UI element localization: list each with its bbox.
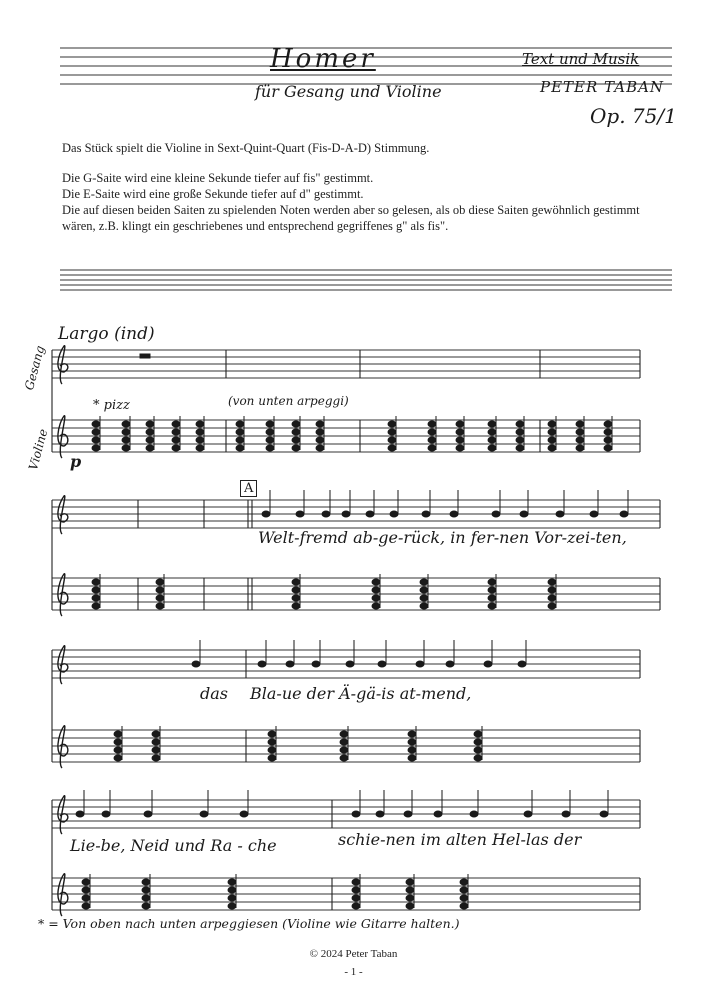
- voice-note: [450, 511, 458, 517]
- violin-chord: [420, 587, 428, 593]
- violin-chord: [388, 445, 396, 451]
- violin-chord: [420, 603, 428, 609]
- composer-name: PETER TABAN: [540, 78, 665, 96]
- violin-chord: [372, 603, 380, 609]
- voice-note: [366, 511, 374, 517]
- violin-chord: [266, 421, 274, 427]
- violin-chord: [488, 445, 496, 451]
- violin-chord: [114, 731, 122, 737]
- voice-note: [296, 511, 304, 517]
- voice-note: [312, 661, 320, 667]
- copyright-notice: © 2024 Peter Taban: [309, 948, 398, 960]
- violin-chord: [340, 739, 348, 745]
- voice-note: [518, 661, 526, 667]
- instruction-line: Die E-Saite wird eine große Sekunde tiefer auf d" gestimmt.: [62, 187, 364, 201]
- violin-chord: [156, 595, 164, 601]
- violin-chord: [516, 421, 524, 427]
- violin-chord: [548, 587, 556, 593]
- violin-chord: [408, 747, 416, 753]
- violin-chord: [82, 903, 90, 909]
- violin-chord: [292, 595, 300, 601]
- violin-chord: [340, 747, 348, 753]
- violin-chord: [146, 421, 154, 427]
- voice-note: [620, 511, 628, 517]
- voice-note: [556, 511, 564, 517]
- voice-note: [434, 811, 442, 817]
- voice-note: [322, 511, 330, 517]
- violin-chord: [548, 437, 556, 443]
- violin-chord: [488, 595, 496, 601]
- violin-chord: [172, 437, 180, 443]
- violin-chord: [516, 445, 524, 451]
- whole-rest: [140, 354, 150, 358]
- violin-chord: [146, 437, 154, 443]
- violin-chord: [292, 603, 300, 609]
- voice-note: [492, 511, 500, 517]
- violin-chord: [474, 731, 482, 737]
- violin-chord: [372, 587, 380, 593]
- violin-chord: [604, 445, 612, 451]
- violin-chord: [604, 421, 612, 427]
- instruction-line: Die auf diesen beiden Saiten zu spielenden Noten werden aber so gelesen, als ob diese Saiten gewöhnlich gestimmt wären, z.B. klingt ein geschriebenes und entsprechend gegriffenes g" als fis".: [62, 203, 640, 233]
- violin-chord: [488, 429, 496, 435]
- violin-chord: [576, 445, 584, 451]
- violin-chord: [114, 747, 122, 753]
- violin-chord: [266, 437, 274, 443]
- opus-number: Op. 75/1: [590, 104, 677, 128]
- violin-chord: [604, 437, 612, 443]
- violin-chord: [548, 603, 556, 609]
- rehearsal-mark: A: [240, 480, 257, 497]
- violin-chord: [428, 437, 436, 443]
- violin-chord: [236, 429, 244, 435]
- violin-chord: [428, 421, 436, 427]
- lyrics-line: Welt-fremd ab-ge-rück, in fer-nen Vor-zei-ten,: [258, 528, 627, 547]
- violin-chord: [196, 421, 204, 427]
- violin-chord: [516, 429, 524, 435]
- violin-chord: [488, 421, 496, 427]
- violin-chord: [114, 739, 122, 745]
- violin-chord: [266, 445, 274, 451]
- voice-note: [262, 511, 270, 517]
- violin-chord: [114, 755, 122, 761]
- violin-chord: [340, 755, 348, 761]
- violin-chord: [548, 595, 556, 601]
- violin-chord: [92, 437, 100, 443]
- violin-chord: [92, 421, 100, 427]
- voice-note: [422, 511, 430, 517]
- violin-chord: [316, 437, 324, 443]
- violin-chord: [228, 879, 236, 885]
- voice-note: [470, 811, 478, 817]
- violin-chord: [488, 603, 496, 609]
- violin-chord: [292, 429, 300, 435]
- violin-chord: [576, 437, 584, 443]
- violin-chord: [268, 755, 276, 761]
- violin-chord: [340, 731, 348, 737]
- violin-chord: [406, 887, 414, 893]
- violin-chord: [292, 437, 300, 443]
- violin-chord: [92, 603, 100, 609]
- voice-note: [76, 811, 84, 817]
- violin-chord: [268, 739, 276, 745]
- violin-chord: [576, 429, 584, 435]
- voice-note: [240, 811, 248, 817]
- voice-note: [378, 661, 386, 667]
- composer-credit-label: Text und Musik: [522, 50, 640, 68]
- voice-note: [102, 811, 110, 817]
- voice-note: [390, 511, 398, 517]
- violin-chord: [428, 429, 436, 435]
- violin-chord: [156, 579, 164, 585]
- violin-chord: [292, 579, 300, 585]
- violin-chord: [146, 445, 154, 451]
- piece-title: Homer: [270, 44, 376, 74]
- voice-note: [352, 811, 360, 817]
- violin-chord: [456, 421, 464, 427]
- violin-chord: [152, 739, 160, 745]
- violin-chord: [474, 739, 482, 745]
- violin-chord: [122, 445, 130, 451]
- violin-chord: [388, 437, 396, 443]
- violin-chord: [92, 445, 100, 451]
- violin-chord: [456, 445, 464, 451]
- voice-note: [416, 661, 424, 667]
- violin-chord: [456, 429, 464, 435]
- violin-chord: [228, 903, 236, 909]
- violin-chord: [352, 903, 360, 909]
- voice-note: [258, 661, 266, 667]
- voice-note: [342, 511, 350, 517]
- violin-chord: [268, 747, 276, 753]
- violin-chord: [142, 903, 150, 909]
- violin-chord: [156, 587, 164, 593]
- violin-chord: [92, 579, 100, 585]
- footnote: * = Von oben nach unten arpeggiesen (Violine wie Gitarre halten.): [38, 916, 460, 931]
- violin-chord: [172, 429, 180, 435]
- violin-chord: [292, 587, 300, 593]
- violin-chord: [266, 429, 274, 435]
- violin-chord: [388, 421, 396, 427]
- violin-chord: [316, 429, 324, 435]
- violin-chord: [488, 579, 496, 585]
- violin-chord: [172, 445, 180, 451]
- violin-chord: [152, 731, 160, 737]
- violin-chord: [372, 595, 380, 601]
- violin-chord: [372, 579, 380, 585]
- violin-chord: [388, 429, 396, 435]
- violin-chord: [406, 895, 414, 901]
- violin-chord: [352, 879, 360, 885]
- instrument-label-violin: Violine: [26, 427, 51, 472]
- dynamic-marking: p: [70, 452, 82, 471]
- voice-note: [524, 811, 532, 817]
- violin-chord: [456, 437, 464, 443]
- voice-note: [144, 811, 152, 817]
- voice-note: [346, 661, 354, 667]
- lyrics-line: Bla-ue der Ä-gä-is at-mend,: [250, 684, 472, 703]
- lyrics-line: schie-nen im alten Hel-las der: [338, 830, 582, 849]
- lyrics-line: Lie-be, Neid und Ra - che: [70, 836, 277, 855]
- violin-chord: [172, 421, 180, 427]
- violin-chord: [196, 437, 204, 443]
- instruction-line: Das Stück spielt die Violine in Sext-Quint-Quart (Fis-D-A-D) Stimmung.: [62, 141, 430, 155]
- violin-chord: [228, 895, 236, 901]
- violin-chord: [146, 429, 154, 435]
- violin-chord: [408, 739, 416, 745]
- violin-chord: [228, 887, 236, 893]
- violin-chord: [142, 895, 150, 901]
- voice-note: [446, 661, 454, 667]
- violin-chord: [236, 421, 244, 427]
- violin-chord: [122, 421, 130, 427]
- violin-chord: [152, 747, 160, 753]
- voice-note: [520, 511, 528, 517]
- violin-chord: [474, 747, 482, 753]
- violin-chord: [236, 445, 244, 451]
- violin-chord: [352, 887, 360, 893]
- violin-chord: [428, 445, 436, 451]
- violin-chord: [406, 879, 414, 885]
- voice-note: [484, 661, 492, 667]
- violin-chord: [292, 445, 300, 451]
- violin-chord: [488, 587, 496, 593]
- violin-chord: [460, 895, 468, 901]
- violin-chord: [460, 903, 468, 909]
- violin-chord: [142, 887, 150, 893]
- violin-chord: [236, 437, 244, 443]
- instrument-label-voice: Gesang: [22, 344, 48, 392]
- arpeggio-instruction: (von unten arpeggi): [228, 394, 349, 408]
- violin-chord: [82, 879, 90, 885]
- violin-chord: [474, 755, 482, 761]
- violin-chord: [156, 603, 164, 609]
- violin-chord: [548, 579, 556, 585]
- lyrics-line: das: [200, 684, 228, 703]
- tempo-marking: Largo (ind): [58, 324, 155, 344]
- voice-note: [562, 811, 570, 817]
- voice-note: [286, 661, 294, 667]
- violin-chord: [152, 755, 160, 761]
- pizzicato-marking: * pizz: [93, 398, 130, 413]
- violin-chord: [92, 429, 100, 435]
- violin-chord: [122, 429, 130, 435]
- violin-chord: [408, 755, 416, 761]
- voice-note: [376, 811, 384, 817]
- violin-chord: [82, 887, 90, 893]
- violin-chord: [292, 421, 300, 427]
- violin-chord: [604, 429, 612, 435]
- voice-note: [404, 811, 412, 817]
- violin-chord: [122, 437, 130, 443]
- violin-chord: [516, 437, 524, 443]
- violin-chord: [352, 895, 360, 901]
- violin-chord: [460, 879, 468, 885]
- violin-chord: [92, 595, 100, 601]
- voice-note: [590, 511, 598, 517]
- violin-chord: [548, 429, 556, 435]
- violin-chord: [548, 421, 556, 427]
- tuning-instructions: [62, 140, 662, 234]
- instruction-line: Die G-Saite wird eine kleine Sekunde tiefer auf fis" gestimmt.: [62, 171, 374, 185]
- violin-chord: [420, 595, 428, 601]
- violin-chord: [406, 903, 414, 909]
- piece-subtitle: für Gesang und Violine: [255, 82, 442, 101]
- violin-chord: [420, 579, 428, 585]
- violin-chord: [316, 445, 324, 451]
- violin-chord: [548, 445, 556, 451]
- violin-chord: [196, 445, 204, 451]
- violin-chord: [142, 879, 150, 885]
- violin-chord: [92, 587, 100, 593]
- violin-chord: [82, 895, 90, 901]
- violin-chord: [488, 437, 496, 443]
- violin-chord: [196, 429, 204, 435]
- voice-note: [600, 811, 608, 817]
- page-number: - 1 -: [344, 966, 363, 978]
- violin-chord: [460, 887, 468, 893]
- violin-chord: [268, 731, 276, 737]
- violin-chord: [316, 421, 324, 427]
- violin-chord: [408, 731, 416, 737]
- violin-chord: [576, 421, 584, 427]
- voice-note: [192, 661, 200, 667]
- voice-note: [200, 811, 208, 817]
